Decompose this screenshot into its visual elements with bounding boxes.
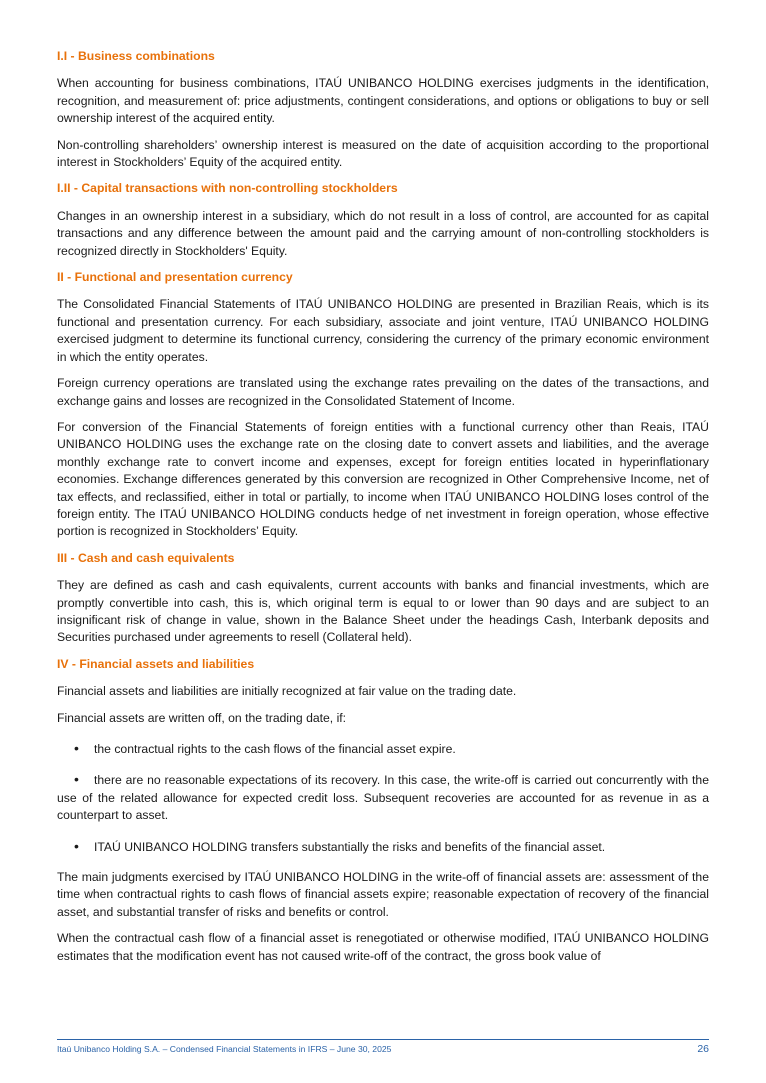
section-heading: IV - Financial assets and liabilities	[57, 656, 255, 671]
section-heading: I.II - Capital transactions with non-controlling stockholders	[57, 181, 398, 196]
bullet-item	[57, 834, 709, 860]
page-number: 26	[697, 1043, 709, 1055]
paragraph: Changes in an ownership interest in a subsidiary, which do not result in a loss of control, are accounted for as capital transactions and any difference between the amount paid and the carrying amount of non-controlling stockholders is recognized directly in Stockholders' Equity.	[57, 208, 709, 258]
document-body	[57, 48, 709, 974]
paragraph: For conversion of the Financial Statements of foreign entities with a functional currency other than Reais, ITAÚ UNIBANCO HOLDING uses the exchange rate on the closing date to convert assets and liabilities, and the average monthly exchange rate to convert income and expenses, except for foreign entities located in hyperinflationary economies. Exchange differences generated by this conversion are recognized in Other Comprehensive Income, net of tax effects, and reclassified, either in total or partially, to income when ITAÚ UNIBANCO HOLDING loses control of the foreign entity. The ITAÚ UNIBANCO HOLDING conducts hedge of net investment in foreign operation, whose effective portion is recognized in Stockholders’ Equity.	[57, 419, 709, 539]
bullet-text: the contractual rights to the cash flows of the financial asset expire.	[94, 742, 456, 756]
paragraph: They are defined as cash and cash equivalents, current accounts with banks and financial investments, which are promptly convertible into cash, this is, which original term is equal to or lower than 90 days and are subject to an insignificant risk of change in value, shown in the Balance Sheet under the headings Cash, Interbank deposits and Securities purchased under agreements to resell (Collateral held).	[57, 578, 709, 645]
section-heading: II - Functional and presentation currency	[57, 270, 293, 285]
paragraph: The main judgments exercised by ITAÚ UNIBANCO HOLDING in the write-off of financial assets are: assessment of the time when contractual rights to cash flows of financial assets expire; reasonable expectation of recovery of the financial asset, and substantial transfer of risks and benefits or control.	[57, 870, 709, 919]
bullet-marker: •	[74, 837, 79, 854]
paragraph: The Consolidated Financial Statements of ITAÚ UNIBANCO HOLDING are presented in Brazilian Reais, which is its functional and presentation currency. For each subsidiary, associate and joint venture, ITAÚ UNIBANCO HOLDING exercised judgment to determine its functional currency, considering the currency of the primary economic environment in which the entity operates.	[57, 297, 709, 364]
bullet-marker: •	[74, 740, 79, 756]
bullet-item	[57, 736, 709, 758]
bullet-text: there are no reasonable expectations of its recovery. In this case, the write-off is carried out concurrently with the use of the related allowance for expected credit loss. Subsequent recoveries are accounted for as revenue in as a counterpart to asset.	[57, 773, 709, 823]
paragraph: Non-controlling shareholders’ ownership interest is measured on the date of acquisition according to the proportional interest in Stockholders’ Equity of the acquired entity.	[57, 137, 709, 170]
footer-text: Itaú Unibanco Holding S.A. – Condensed Financial Statements in IFRS – June 30, 2025	[57, 1044, 392, 1054]
bullet-item	[57, 767, 709, 824]
bullet-text: ITAÚ UNIBANCO HOLDING transfers substantially the risks and benefits of the financial asset.	[94, 839, 606, 854]
page-footer	[57, 1039, 709, 1055]
section-heading: III - Cash and cash equivalents	[57, 550, 235, 565]
paragraph: Financial assets and liabilities are initially recognized at fair value on the trading date.	[57, 684, 517, 699]
paragraph: Financial assets are written off, on the trading date, if:	[57, 710, 347, 725]
bullet-marker: •	[74, 771, 79, 788]
section-heading: I.I - Business combinations	[57, 49, 215, 63]
paragraph: When the contractual cash flow of a financial asset is renegotiated or otherwise modified, ITAÚ UNIBANCO HOLDING estimates that the modification event has not caused write-off of the contract, the gross book value of	[57, 931, 709, 963]
paragraph: When accounting for business combinations, ITAÚ UNIBANCO HOLDING exercises judgments in the identification, recognition, and measurement of: price adjustments, contingent considerations, and options or obligations to buy or sell ownership interest of the acquired entity.	[57, 76, 709, 126]
paragraph: Foreign currency operations are translated using the exchange rates prevailing on the dates of the transactions, and exchange gains and losses are recognized in the Consolidated Statement of Income.	[57, 376, 709, 408]
